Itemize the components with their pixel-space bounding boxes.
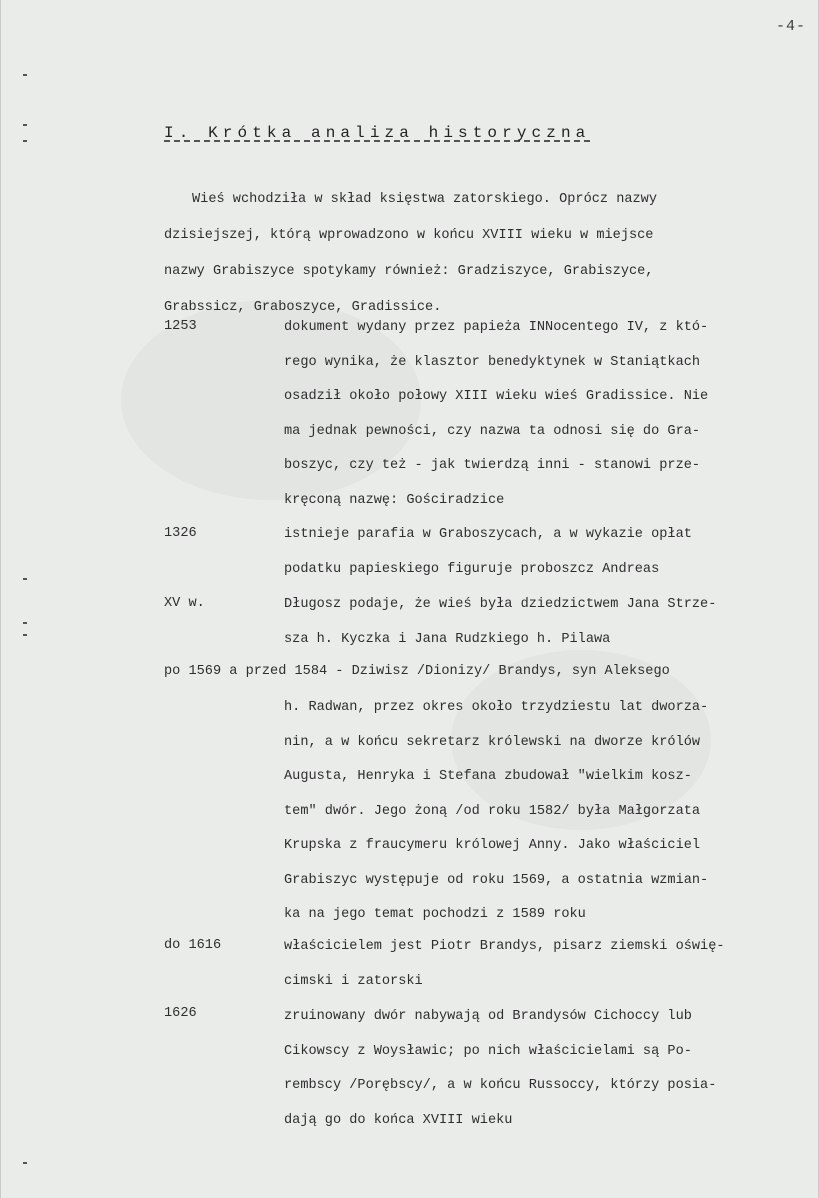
margin-mark bbox=[23, 1162, 27, 1164]
entry-line: podatku papieskiego figuruje proboszcz Andreas bbox=[284, 561, 660, 577]
entry-line: tem" dwór. Jego żoną /od roku 1582/ była Małgorzata bbox=[284, 803, 701, 819]
entry-line: cimski i zatorski bbox=[284, 973, 423, 989]
margin-mark bbox=[23, 622, 27, 624]
margin-mark bbox=[23, 124, 27, 126]
entry-line: ma jednak pewności, czy nazwa ta odnosi się do Gra- bbox=[284, 423, 701, 439]
entry-line: istnieje parafia w Graboszycach, a w wykazie opłat bbox=[284, 527, 692, 542]
entry-line: h. Radwan, przez okres około trzydziestu lat dworza- bbox=[284, 700, 709, 715]
entry-line: Grabiszyc występuje od roku 1569, a ostatnia wzmian- bbox=[284, 872, 709, 888]
entry-line: nin, a w końcu sekretarz królewski na dworze królów bbox=[284, 734, 701, 750]
entry-line: rembscy /Porębscy/, a w końcu Russoccy, którzy posia- bbox=[284, 1078, 717, 1093]
intro-line: nazwy Grabiszyce spotykamy również: Gradziszyce, Grabiszyce, bbox=[164, 264, 654, 279]
entry-date: do 1616 bbox=[164, 938, 222, 953]
margin-mark bbox=[23, 140, 27, 142]
entry-text bbox=[284, 691, 708, 933]
entry-text bbox=[284, 518, 692, 587]
intro-line: Grabssicz, Graboszyce, Gradissice. bbox=[164, 300, 442, 315]
intro-line: dzisiejszej, którą wprowadzono w końcu XVIII wieku w miejsce bbox=[164, 228, 654, 243]
margin-mark bbox=[23, 74, 27, 76]
intro-paragraph bbox=[164, 182, 657, 326]
entry-line: Krupska z fraucymeru królowej Anny. Jako właściciel bbox=[284, 838, 701, 853]
entry-date: XV w. bbox=[164, 596, 205, 611]
entry-line: Cikowscy z Woysławic; po nich właścicielami są Po- bbox=[284, 1043, 692, 1059]
entry-date: 1326 bbox=[164, 526, 197, 541]
entry-text bbox=[284, 588, 716, 657]
entry-line: właścicielem jest Piotr Brandys, pisarz ziemski oświę- bbox=[284, 939, 725, 954]
entry-text bbox=[284, 311, 708, 518]
margin-mark bbox=[23, 578, 27, 580]
entry-line: osadził około połowy XIII wieku wieś Gradissice. Nie bbox=[284, 389, 709, 404]
entry-date: 1253 bbox=[164, 319, 197, 334]
entry-line: zruinowany dwór nabywają od Brandysów Cichoccy lub bbox=[284, 1009, 692, 1024]
entry-line: rego wynika, że klasztor benedyktynek w Staniątkach bbox=[284, 354, 701, 370]
entry-date: 1626 bbox=[164, 1006, 197, 1021]
entry-text bbox=[284, 930, 725, 999]
entry-lead-line: po 1569 a przed 1584 - Dziwisz /Dionizy/ Brandys, syn Aleksego bbox=[164, 664, 670, 679]
entry-line: dają go do końca XVIII wieku bbox=[284, 1112, 513, 1128]
entry-line: dokument wydany przez papieża INNocentego IV, z któ- bbox=[284, 320, 709, 335]
entry-line: Długosz podaje, że wieś była dziedzictwem Jana Strze- bbox=[284, 597, 717, 612]
intro-line: Wieś wchodziła w skład księstwa zatorskiego. Oprócz nazwy bbox=[192, 192, 657, 207]
section-heading: I. Krótka analiza historyczna bbox=[164, 124, 591, 142]
entry-line: kręconą nazwę: Gościradzice bbox=[284, 492, 505, 508]
margin-mark bbox=[23, 634, 27, 636]
entry-line: Augusta, Henryka i Stefana zbudował "wielkim kosz- bbox=[284, 769, 692, 784]
entry-line: boszyc, czy też - jak twierdzą inni - stanowi prze- bbox=[284, 458, 701, 473]
entry-line: ka na jego temat pochodzi z 1589 roku bbox=[284, 907, 586, 922]
entry-line: sza h. Kyczka i Jana Rudzkiego h. Pilawa bbox=[284, 631, 611, 647]
entry-text bbox=[284, 1000, 716, 1138]
page-number: -4- bbox=[775, 18, 806, 35]
